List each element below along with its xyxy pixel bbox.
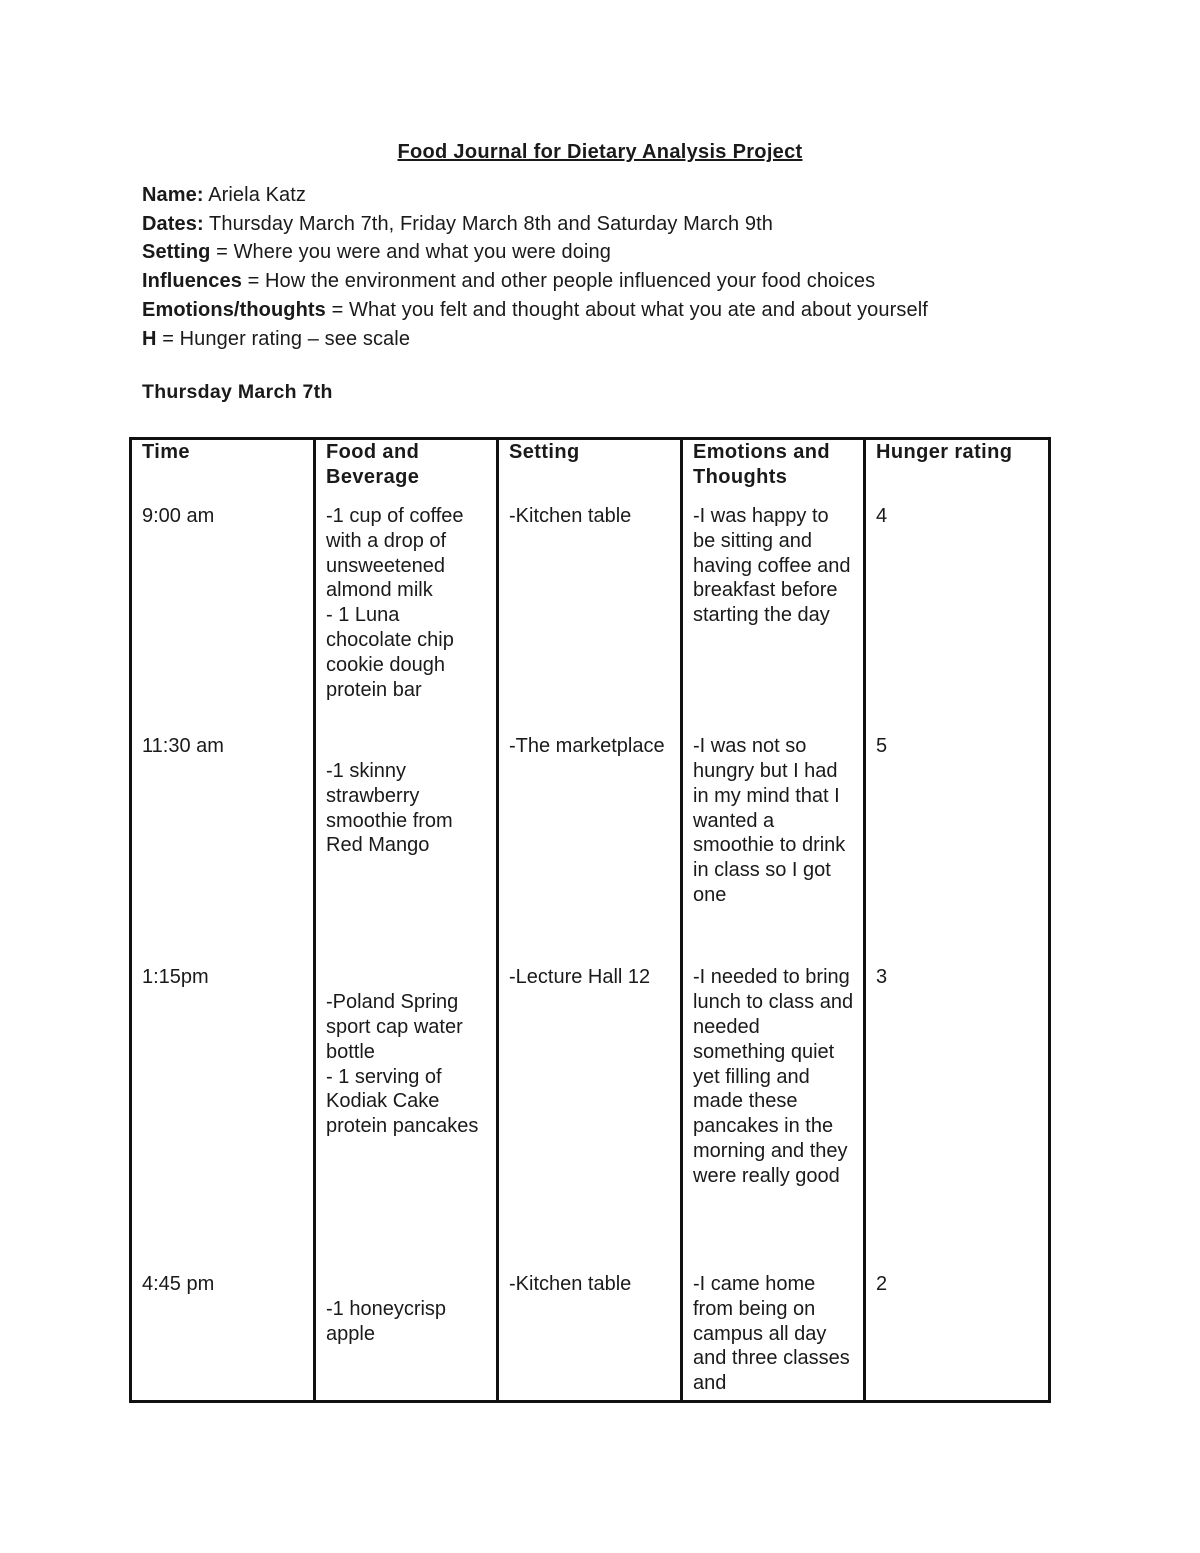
emotions-value: = What you felt and thought about what you ate and about yourself <box>325 298 928 321</box>
table-header-row <box>131 439 1050 505</box>
food-cell: -1 cup of coffee with a drop of unsweetened almond milk - 1 Luna chocolate chip cookie dough protein bar <box>315 504 498 734</box>
setting-definition <box>142 238 928 267</box>
table-row <box>131 965 1050 1272</box>
time-cell: 4:45 pm <box>131 1272 315 1402</box>
setting-label: Setting <box>142 241 211 264</box>
setting-cell: -Lecture Hall 12 <box>498 965 682 1272</box>
header-time: Time <box>131 439 315 505</box>
dates-label: Dates: <box>142 212 204 235</box>
table-row <box>131 1272 1050 1402</box>
food-cell: -1 honeycrisp apple <box>315 1272 498 1402</box>
header-setting: Setting <box>498 439 682 505</box>
food-journal-table <box>129 437 1051 1403</box>
table-row <box>131 734 1050 965</box>
journal-info <box>142 181 928 353</box>
setting-cell: -Kitchen table <box>498 504 682 734</box>
header-hunger: Hunger rating <box>865 439 1050 505</box>
hunger-definition <box>142 325 928 354</box>
setting-cell: -Kitchen table <box>498 1272 682 1402</box>
table-row <box>131 504 1050 734</box>
header-emotions: Emotions and Thoughts <box>682 439 865 505</box>
hunger-cell: 3 <box>865 965 1050 1272</box>
dates-value: Thursday March 7th, Friday March 8th and Saturday March 9th <box>203 212 773 235</box>
hunger-cell: 5 <box>865 734 1050 965</box>
food-cell: -1 skinny strawberry smoothie from Red Mango <box>315 734 498 965</box>
emotions-cell: -I was not so hungry but I had in my mind that I wanted a smoothie to drink in class so I got one <box>682 734 865 965</box>
emotions-label: Emotions/thoughts <box>142 298 326 321</box>
name-value: Ariela Katz <box>203 184 307 206</box>
emotions-definition <box>142 296 928 325</box>
day-heading: Thursday March 7th <box>142 381 333 403</box>
emotions-cell: -I came home from being on campus all day and three classes and <box>682 1272 865 1402</box>
name-label: Name: <box>142 184 204 206</box>
time-cell: 1:15pm <box>131 965 315 1272</box>
setting-cell: -The marketplace <box>498 734 682 965</box>
emotions-cell: -I was happy to be sitting and having coffee and breakfast before starting the day <box>682 504 865 734</box>
hunger-cell: 2 <box>865 1272 1050 1402</box>
hunger-cell: 4 <box>865 504 1050 734</box>
time-cell: 9:00 am <box>131 504 315 734</box>
emotions-cell: -I needed to bring lunch to class and needed something quiet yet filling and made these pancakes in the morning and they were really good <box>682 965 865 1272</box>
header-food: Food and Beverage <box>315 439 498 505</box>
document-title: Food Journal for Dietary Analysis Project <box>397 141 803 163</box>
name-line <box>142 181 928 210</box>
time-cell: 11:30 am <box>131 734 315 965</box>
h-value: = Hunger rating – see scale <box>156 327 411 350</box>
influences-value: = How the environment and other people influenced your food choices <box>241 270 876 293</box>
h-label: H <box>142 327 157 350</box>
influences-label: Influences <box>142 270 242 293</box>
dates-line <box>142 210 928 239</box>
influences-definition <box>142 267 928 296</box>
food-cell: -Poland Spring sport cap water bottle - 1 serving of Kodiak Cake protein pancakes <box>315 965 498 1272</box>
setting-value: = Where you were and what you were doing <box>210 241 611 264</box>
